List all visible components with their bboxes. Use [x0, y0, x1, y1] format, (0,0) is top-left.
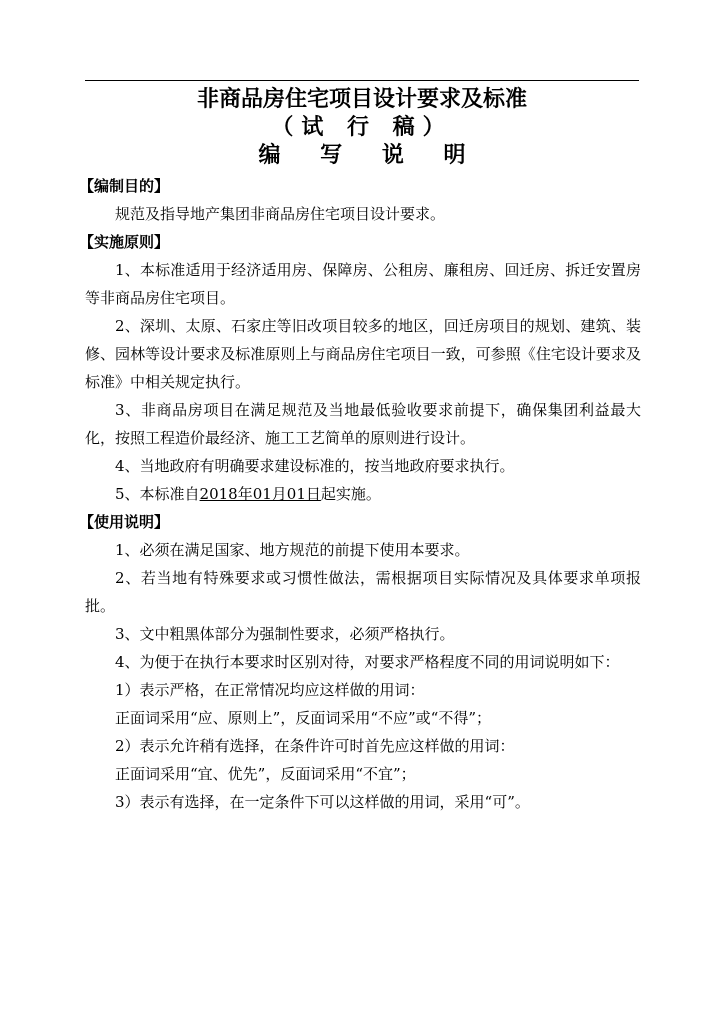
paragraph: 规范及指导地产集团非商品房住宅项目设计要求。: [115, 205, 446, 223]
paragraph: 1）表示严格，在正常情况均应这样做的用词：: [115, 681, 425, 699]
section-heading-principles: 【实施原则】: [79, 233, 170, 251]
paragraph: 3、非商品房项目在满足规范及当地最低验收要求前提下，确保集团利益最大化，按照工程造价最经济、施工工艺简单的原则进行设计。: [85, 401, 641, 447]
paragraph-effective-date: [85, 480, 641, 508]
paragraph: 正面词采用“应、原则上”，反面词采用“不应”或“不得”；: [115, 709, 492, 727]
document-title: 非商品房住宅项目设计要求及标准: [196, 87, 527, 112]
paragraph: 2）表示允许稍有选择，在条件许可时首先应这样做的用词：: [115, 737, 515, 755]
paragraph: 4、当地政府有明确要求建设标准的，按当地政府要求执行。: [115, 457, 515, 475]
paragraph: 正面词采用“宜、优先”，反面词采用“不宜”；: [115, 765, 416, 783]
effective-prefix: 5、本标准自: [115, 485, 200, 503]
paragraph: 1、必须在满足国家、地方规范的前提下使用本要求。: [115, 541, 470, 559]
document-subtitle-2: 编 写 说 明: [258, 143, 482, 168]
paragraph: 3、文中粗黑体部分为强制性要求，必须严格执行。: [115, 625, 455, 643]
document-subtitle: （试 行 稿）: [271, 115, 453, 140]
effective-suffix: 起实施。: [320, 485, 381, 503]
document-body: [79, 172, 641, 816]
paragraph: 4、为便于在执行本要求时区别对待，对要求严格程度不同的用词说明如下：: [115, 653, 620, 671]
section-heading-purpose: 【编制目的】: [79, 177, 170, 195]
header-rule: [85, 80, 639, 81]
title-block: [85, 86, 639, 170]
paragraph: 2、若当地有特殊要求或习惯性做法，需根据项目实际情况及具体要求单项报批。: [85, 569, 641, 615]
effective-date: 2018年01月01日: [199, 485, 321, 503]
paragraph: 1、本标准适用于经济适用房、保障房、公租房、廉租房、回迁房、拆迁安置房等非商品房住宅项目。: [85, 261, 641, 307]
paragraph: 3）表示有选择，在一定条件下可以这样做的用词，采用“可”。: [115, 793, 530, 811]
section-heading-usage: 【使用说明】: [79, 513, 170, 531]
paragraph: 2、深圳、太原、石家庄等旧改项目较多的地区，回迁房项目的规划、建筑、装修、园林等设计要求及标准原则上与商品房住宅项目一致，可参照《住宅设计要求及标准》中相关规定执行。: [85, 317, 641, 391]
